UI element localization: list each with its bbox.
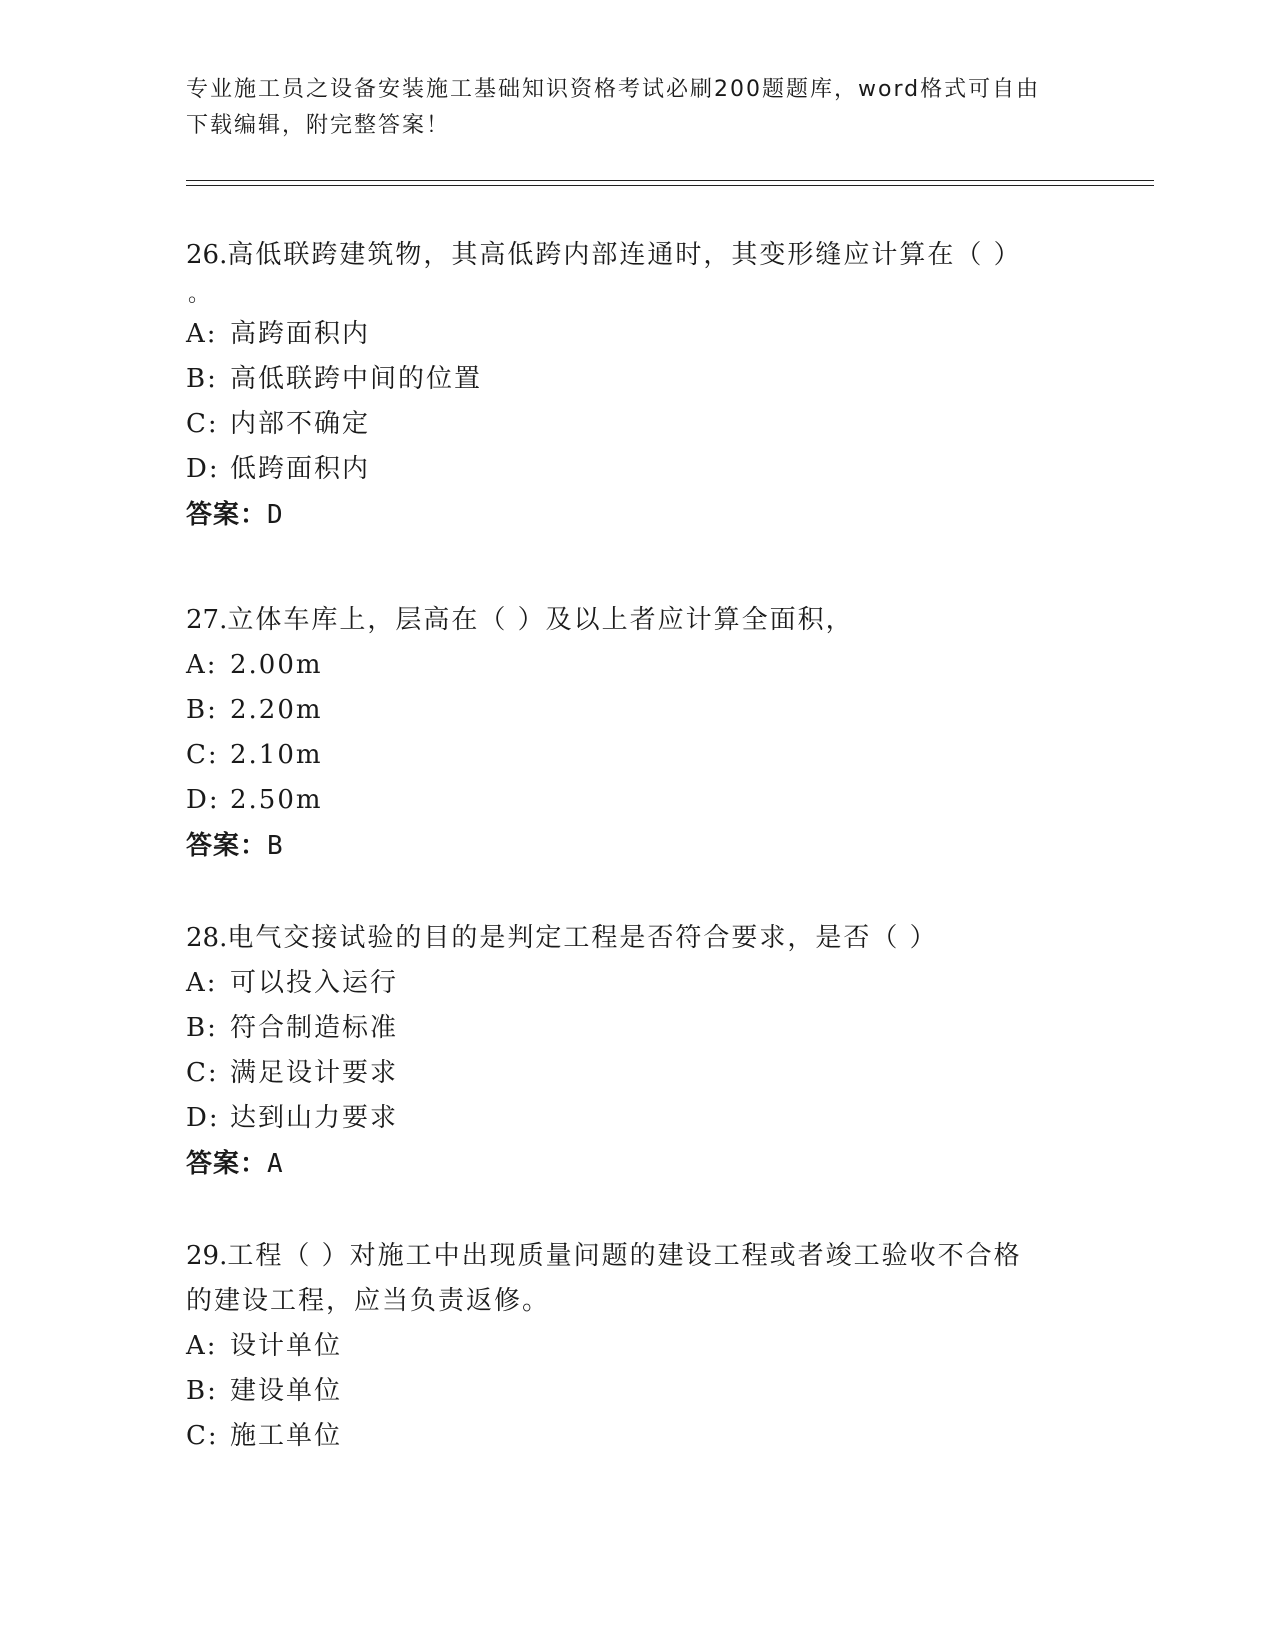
option-letter: D: [186,785,220,815]
question-text [186,233,1066,278]
question-text [186,916,1066,961]
option-letter: C: [186,1058,219,1088]
option-letter: B: [186,1013,218,1043]
option-text: 施工单位 [230,1421,343,1451]
option-letter: C: [186,740,219,770]
question-text [186,598,1066,643]
option-letter: D: [186,1103,220,1133]
option-b [186,1369,1066,1414]
question-stem: 立体车库上，层高在（ ）及以上者应计算全面积， [227,605,854,635]
option-text: 可以投入运行 [230,968,399,998]
question-number: 27. [186,605,228,635]
option-text: 2.50m [230,785,323,815]
answer-value: D [267,500,284,530]
option-letter: A: [186,319,218,349]
option-letter: C: [186,1421,219,1451]
question-28 [186,916,1066,1187]
question-27 [186,598,1066,869]
option-text: 达到山力要求 [230,1103,399,1133]
question-number: 26. [186,240,228,270]
question-stem: 电气交接试验的目的是判定工程是否符合要求，是否（ ） [227,923,938,953]
answer-value: B [267,831,284,861]
option-c [186,1414,1066,1459]
header-divider-top [186,180,1154,181]
option-text: 设计单位 [230,1331,343,1361]
option-letter: C: [186,409,219,439]
option-text: 内部不确定 [230,409,371,439]
option-text: 2.10m [230,740,323,770]
option-b [186,357,1066,402]
option-text: 满足设计要求 [230,1058,399,1088]
option-text: 符合制造标准 [230,1013,399,1043]
header-line-1: 专业施工员之设备安装施工基础知识资格考试必刷200题题库，word格式可自由 [186,77,1041,102]
option-a [186,312,1066,357]
option-text: 低跨面积内 [230,454,371,484]
answer-label: 答案： [186,831,268,861]
header-line-2: 下载编辑，附完整答案！ [186,113,451,138]
document-header [186,72,1086,144]
option-a [186,643,1066,688]
question-stem: 高低联跨建筑物，其高低跨内部连通时，其变形缝应计算在（ ） [227,240,1022,270]
option-b [186,688,1066,733]
question-number: 28. [186,923,228,953]
option-letter: A: [186,968,218,998]
option-text: 建设单位 [230,1376,343,1406]
option-text: 高跨面积内 [230,319,371,349]
option-d [186,778,1066,823]
question-29 [186,1234,1066,1459]
option-c [186,733,1066,778]
option-a [186,1324,1066,1369]
answer-line [186,823,1066,869]
question-stem: 工程（ ）对施工中出现质量问题的建设工程或者竣工验收不合格 [227,1241,1022,1271]
question-continuation: 。 [188,282,213,307]
option-text: 2.00m [230,650,323,680]
option-letter: B: [186,1376,218,1406]
question-number: 29. [186,1241,228,1271]
header-divider-bottom [186,185,1154,186]
option-d [186,447,1066,492]
option-letter: A: [186,650,218,680]
option-d [186,1096,1066,1141]
option-letter: B: [186,695,218,725]
answer-label: 答案： [186,1149,268,1179]
answer-line [186,1141,1066,1187]
question-text-line-2: 的建设工程，应当负责返修。 [186,1286,551,1316]
option-text: 2.20m [230,695,323,725]
option-text: 高低联跨中间的位置 [230,364,483,394]
answer-value: A [267,1149,284,1179]
option-a [186,961,1066,1006]
question-text [186,1234,1066,1279]
option-letter: A: [186,1331,218,1361]
question-26 [186,233,1066,538]
option-c [186,1051,1066,1096]
option-c [186,402,1066,447]
option-letter: B: [186,364,218,394]
answer-line [186,492,1066,538]
answer-label: 答案： [186,500,268,530]
option-letter: D: [186,454,220,484]
option-b [186,1006,1066,1051]
